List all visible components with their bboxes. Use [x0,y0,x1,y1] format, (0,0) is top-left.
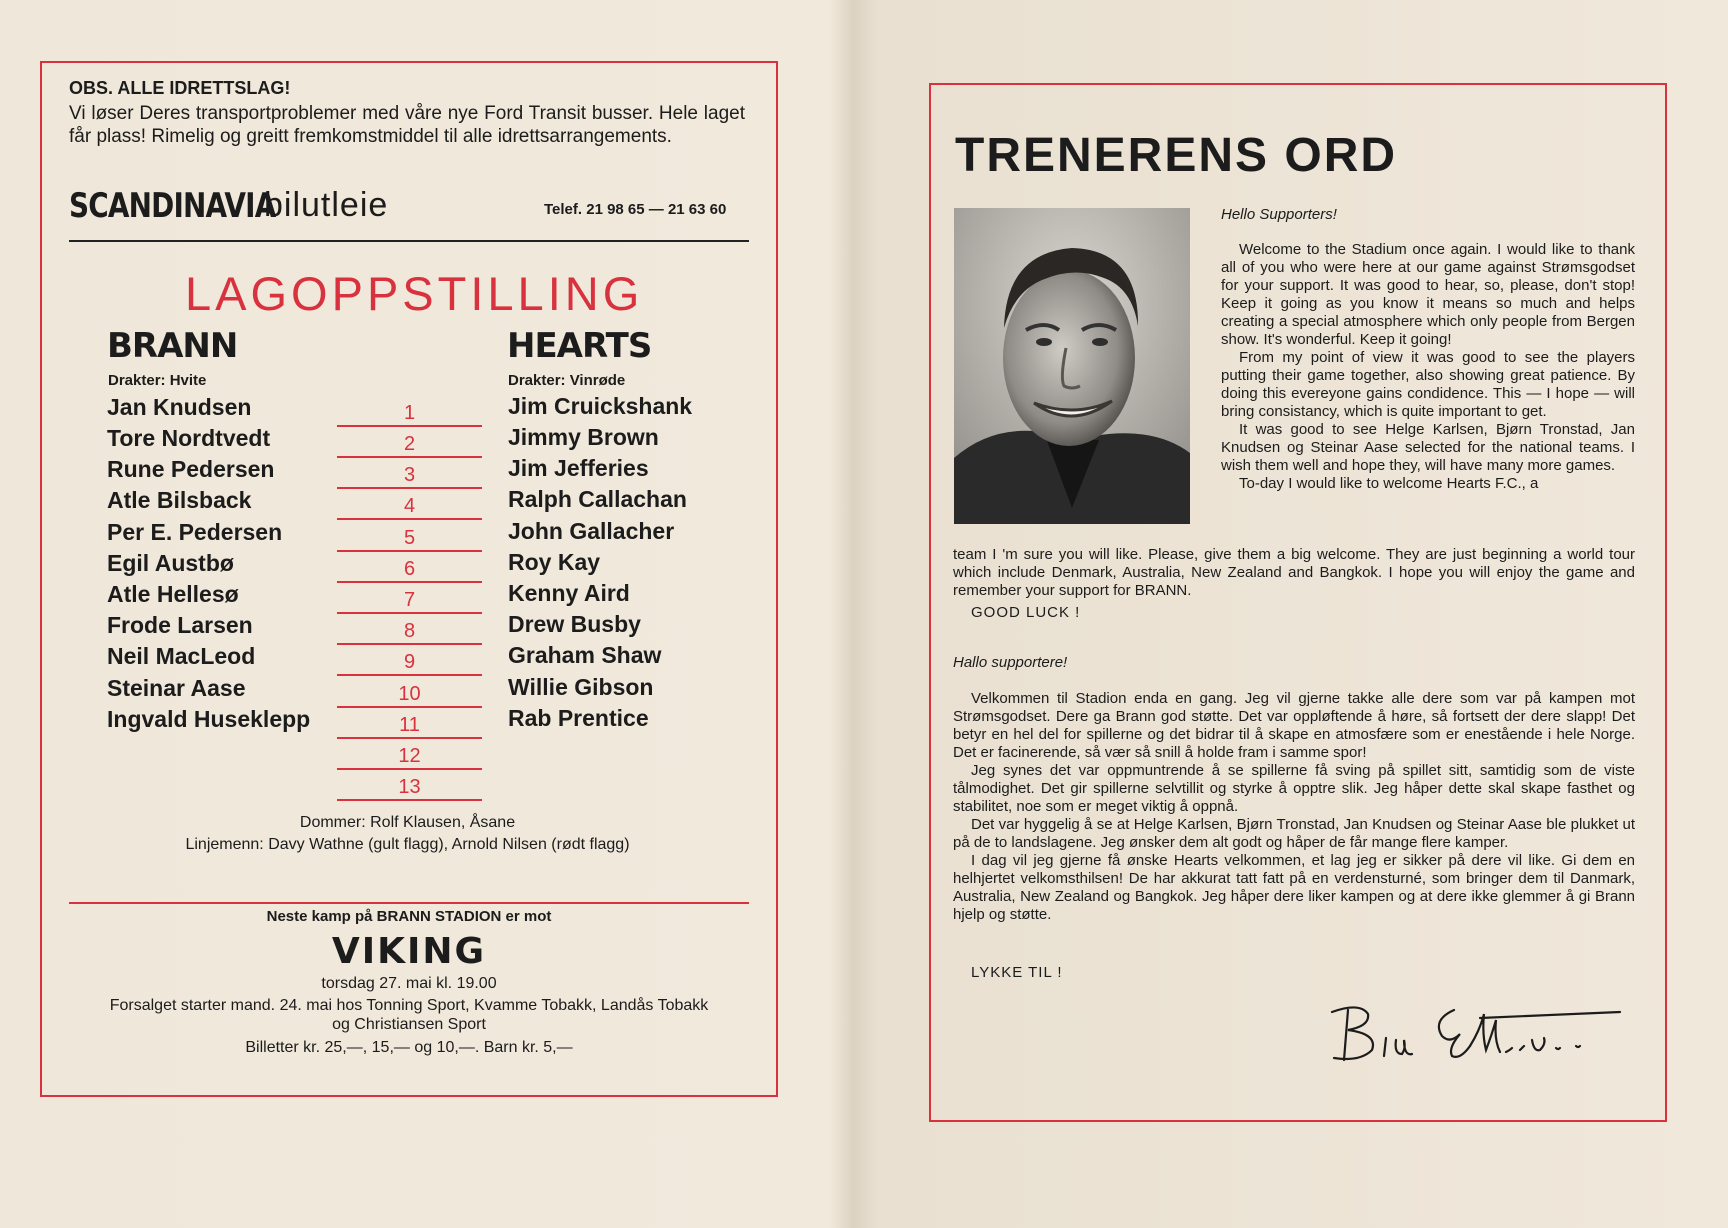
list-item: Atle Bilsback [107,487,252,513]
ad-brand [69,186,389,226]
list-item: Atle Hellesø [107,581,239,607]
english-paragraph: It was good to see Helge Karlsen, Bjørn Tronstad, Jan Knudsen og Steinar Aase selected for the national teams. I wish them well and hope they, will have many more games. [1221,421,1635,474]
shirt-number: 9 [337,645,482,676]
shirt-number: 8 [337,614,482,645]
ad-body: Vi løser Deres transportproblemer med våre nye Ford Transit busser. Hele laget får plass! Rimelig og greitt fremkomstmiddel til alle idrettsarrangements. [69,103,745,147]
english-greeting: Hello Supporters! [1221,206,1337,223]
list-item: Drew Busby [508,611,641,637]
english-paragraph-continuation: team I 'm sure you will like. Please, give them a big welcome. They are just beginning a world tour which include Denmark, Australia, New Zealand and Bangkok. I hope you will enjoy the game and remember your support for BRANN. [953,546,1635,599]
norwegian-paragraph: I dag vil jeg gjerne få ønske Hearts velkommen, et lag jeg er sikker på dere vil like. Gi dem en helhjertet velkomsthilsen! De har akkurat tatt fatt på en verdensturné, som bringer dem til Danmark, Australia, New Zealand og Bangkok. Jeg håper dere liker kampen og at dere ikke glemmer å gi Brann hjelp og støtte. [953,852,1635,923]
list-item: Tore Nordtvedt [107,425,271,451]
list-item: Graham Shaw [508,642,662,668]
list-item: Rune Pedersen [107,456,275,482]
list-item: Per E. Pedersen [107,519,283,545]
list-item: Roy Kay [508,549,601,575]
home-team-name: BRANN [107,326,238,366]
list-item: Kenny Aird [508,580,630,606]
list-item: Rab Prentice [508,705,649,731]
list-item: Ralph Callachan [508,486,687,512]
ad-heading: OBS. ALLE IDRETTSLAG! [69,78,291,98]
coach-portrait-image [954,208,1190,524]
list-item: Neil MacLeod [107,643,256,669]
next-match-date: torsdag 27. mai kl. 19.00 [321,975,497,992]
shirt-number: 6 [337,552,482,583]
shirt-number: 2 [337,427,482,458]
list-item: John Gallacher [508,518,675,544]
presale-line-2: og Christiansen Sport [332,1016,486,1033]
shirt-number: 4 [337,489,482,520]
referee: Dommer: Rolf Klausen, Åsane [299,814,516,831]
norwegian-letter [953,690,1635,924]
norwegian-greeting: Hallo supportere! [953,654,1068,671]
list-item: Steinar Aase [107,675,246,701]
norwegian-paragraph: Det var hyggelig å se at Helge Karlsen, Bjørn Tronstad, Jan Knudsen og Steinar Aase ble plukket ut på de to landslagene. Jeg ønsker dem alt godt og håper de får mange flere kamper. [953,816,1635,851]
away-team-name: HEARTS [507,326,652,366]
list-item: Ingvald Huseklepp [107,706,311,732]
list-item: Frode Larsen [107,612,253,638]
english-paragraph: To-day I would like to welcome Hearts F.C., a [1239,475,1539,492]
ticket-prices: Billetter kr. 25,—, 15,— og 10,—. Barn kr. 5,— [245,1039,573,1056]
next-match-divider [69,902,749,904]
next-match-opponent: VIKING [331,931,487,972]
coach-signature-icon [1320,990,1640,1072]
list-item: Jimmy Brown [508,424,659,450]
away-kit: Drakter: Vinrøde [508,372,626,389]
ad-divider [69,240,749,242]
shirt-number: 7 [337,583,482,614]
norwegian-paragraph: Jeg synes det var oppmuntrende å se spillerne få sving på spillet sitt, samtidig som de viste tålmodighet. Det gir spillerne selvtillit og styrke å opptre slik. Jeg håper dette skal skape fasthet og stabilitet, noe som er meget viktig å oppnå. [953,762,1635,815]
list-item: Jan Knudsen [107,394,252,420]
linesmen: Linjemenn: Davy Wathne (gult flagg), Arnold Nilsen (rødt flagg) [185,836,630,853]
norwegian-paragraph: Velkommen til Stadion enda en gang. Jeg vil gjerne takke alle dere som var på kampen mot Strømsgodset. Dere ga Brann god støtte. Det var oppløftende å høre, så fortsett der dere slapp! Det betyr en hel del for spillerne og det bidrar til å skape en atmosfære som er enestående i hele Norge. Det er facinerende, så vær så snill å holde fram i samme spor! [953,690,1635,761]
presale-line-1: Forsalget starter mand. 24. mai hos Tonning Sport, Kvamme Tobakk, Landås Tobakk [109,997,709,1014]
brand-name-bold: SCANDINAVIA [69,186,276,226]
shirt-number: 10 [337,677,482,708]
english-paragraph: Welcome to the Stadium once again. I would like to thank all of you who were here at our game against Strømsgodset for your support. It was good to hear, so, please, don't stop! Keep it going as you know it means so much and helps creating a special atmosphere which only people from Bergen show. It's wonderful. Keep it going! [1221,241,1635,348]
shirt-number: 12 [337,739,482,770]
coach-photo [954,208,1190,524]
english-letter [1221,241,1635,493]
list-item: Jim Jefferies [508,455,649,481]
english-sign-off: GOOD LUCK ! [971,604,1081,621]
list-item: Willie Gibson [508,674,654,700]
shirt-number: 5 [337,521,482,552]
english-paragraph: From my point of view it was good to see the players putting their game together, also showing great patience. By doing this evereyone gains condidence. This — I hope — will bring consistancy, which is quite important to get. [1221,349,1635,420]
page-title: TRENERENS ORD [955,129,1398,182]
next-match-heading: Neste kamp på BRANN STADION er mot [266,908,552,925]
home-kit: Drakter: Hvite [108,372,207,389]
brand-name-regular: bilutleie [264,186,389,224]
list-item: Egil Austbø [107,550,234,576]
shirt-number: 13 [337,770,482,801]
list-item: Jim Cruickshank [508,393,693,419]
shirt-number: 1 [337,396,482,427]
lineup-title: LAGOPPSTILLING [185,267,644,320]
shirt-number: 3 [337,458,482,489]
ad-phone: Telef. 21 98 65 — 21 63 60 [544,201,727,218]
shirt-number: 11 [337,708,482,739]
norwegian-sign-off: LYKKE TIL ! [971,964,1063,981]
english-letter-continued [953,546,1635,600]
